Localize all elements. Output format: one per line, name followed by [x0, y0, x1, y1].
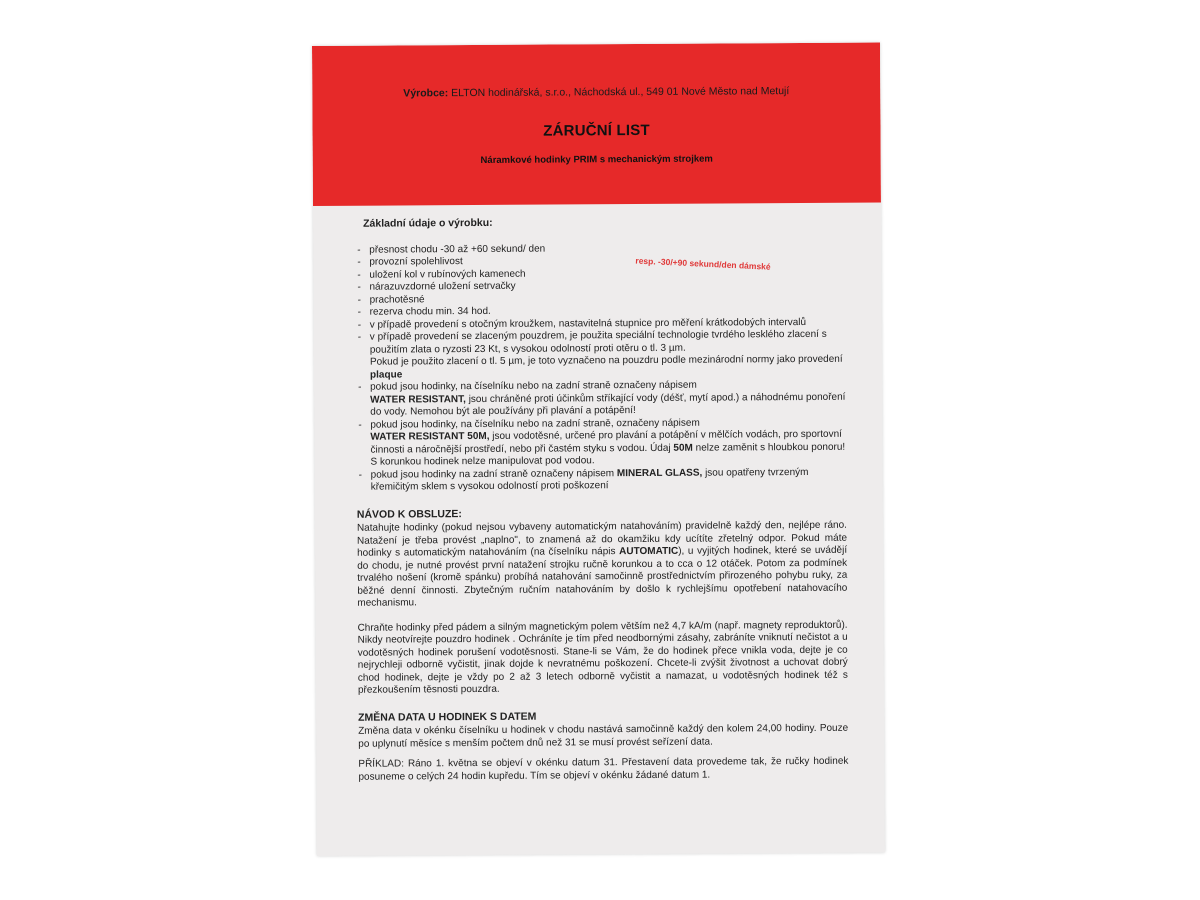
- spec-item-water-resistant-50m: [356, 416, 846, 469]
- basic-data-title: Základní údaje o výrobku:: [363, 216, 493, 230]
- gold-text-a: v případě provedení se zlaceným pouzdrem, je použita speciální technologie tvrdého lesklého zlacení s použitím zlata o ryzosti 23 Kt, s vysokou odolností proti otěru o tl. 3 µm.: [369, 328, 827, 356]
- manual-paragraph-1: [357, 520, 848, 610]
- wr2-50m: 50M: [673, 442, 693, 454]
- warranty-sheet: [312, 43, 885, 856]
- manufacturer-label: Výrobce:: [403, 87, 449, 100]
- wr2-label: WATER RESISTANT 50M,: [370, 430, 490, 443]
- spec-item-water-resistant: [356, 379, 846, 419]
- manual-p1-c: ), u vyjitých hodinek, které se uvádějí do chodu, je nutné provést první natažení strojku ručně korunkou a to cca o 12 otáček. Potom za podmínek trvalého nošení (kromě spánku) probíhá natahování samočinně prostřednictvím přirozeného pohybu ruky, za běžné denní činnosti. Zbytečným ručním natahováním by došlo k rychlejšímu opotřebení natahovacího mechanismu.: [357, 544, 848, 609]
- date-change-title: ZMĚNA DATA U HODINEK S DATEM: [358, 710, 537, 724]
- spec-item: - rezerva chodu min. 34 hod.: [356, 304, 846, 319]
- wr2-text-e: nelze zaměnit s hloubkou ponoru! S korunkou hodinek nelze manipulovat pod vodou.: [370, 441, 846, 468]
- mg-label: MINERAL GLASS,: [616, 467, 703, 479]
- document-subtitle: Náramkové hodinky PRIM s mechanickým strojkem: [480, 153, 713, 166]
- wr1-label: WATER RESISTANT,: [370, 393, 466, 406]
- wr1-text-a: pokud jsou hodinky, na číselníku nebo na zadní straně označeny nápisem: [370, 379, 697, 393]
- manufacturer-text: ELTON hodinářská, s.r.o., Náchodská ul., 549 01 Nové Město nad Metují: [451, 85, 790, 100]
- spec-item: - uložení kol v rubínových kamenech: [355, 266, 845, 281]
- ladies-accuracy-note: resp. -30/+90 sekund/den dámské: [635, 255, 771, 272]
- manual-paragraph-2: Chraňte hodinky před pádem a silným magnetickým polem větším než 4,7 kA/m (např. magnety reproduktorů). Nikdy neotvírejte pouzdro hodinek . Ochráníte je tím před neodbornými zásahy, zabráníte vniknutí nečistot a u vodotěsných hodinek porušení vodotěsnosti. Stane-li se Vám, že do hodinek přece vnikla voda, dejte je co nejrychleji odborně vyčistit, jinak dojde k nevratnému poškození. Chcete-li zvýšit životnost a uchovat dobrý chod hodinek, dejte je vždy po 2 až 3 letech odborně vyčistit a namazat, u vodotěsných hodinek též s přezkoušením těsnosti pouzdra.: [357, 619, 848, 696]
- date-paragraph-2: PŘÍKLAD: Ráno 1. května se objeví v okénku datum 31. Přestavení data provedeme tak, že ručky hodinek posuneme o celých 24 hodin kupředu. Tím se objeví v okénku žádané datum 1.: [358, 755, 849, 783]
- wr2-text-c: jsou vodotěsné, určené pro plavání a potápění v mělčích vodách, pro sportovní činnosti a náročnější prostředí, nebo při častém styku s vodou. Údaj: [370, 428, 842, 456]
- spec-item: - v případě provedení s otočným kroužkem, nastavitelná stupnice pro měření krátkodobých intervalů: [356, 316, 846, 331]
- spec-item: - přesnost chodu -30 až +60 sekund/ den: [355, 241, 845, 256]
- manual-automatic: AUTOMATIC: [619, 545, 679, 558]
- mg-text-a: pokud jsou hodinky na zadní straně označeny nápisem: [370, 467, 615, 481]
- mg-text-c: jsou opatřeny tvrzeným křemičitým sklem s vysokou odolností proti poškození: [370, 466, 809, 493]
- gold-text-b: Pokud je použito zlacení o tl. 5 µm, je toto vyznačeno na pouzdru podle mezinárodní normy jako provedení: [369, 353, 843, 368]
- wr1-text-c: jsou chráněné proti účinkům stříkající vody (déšť, mytí apod.) a náhodnému ponoření do vody. Nemohou být ale používány při plavání a potápění!: [370, 391, 846, 418]
- document-title: ZÁRUČNÍ LIST: [543, 121, 650, 140]
- spec-item-mineral-glass: [357, 466, 847, 494]
- spec-item: - provozní spolehlivost: [355, 254, 845, 269]
- manual-p1-a: Natahujte hodinky (pokud nejsou vybaveny automatickým natahováním) pravidelně každý den, nejlépe ráno. Natažení je třeba provést „naplno", to znamená až do okamžiku kdy ucítíte zřetelný odpor. Pokud máte hodinky s automatickým natahováním (na číselníku nápis: [356, 519, 848, 559]
- document-body: [355, 215, 848, 784]
- manual-title: NÁVOD K OBSLUZE:: [356, 507, 462, 521]
- spec-item: - prachotěsné: [356, 291, 846, 306]
- spec-item-gold: [356, 329, 846, 382]
- spec-item: - nárazuvzdorné uložení setrvačky: [355, 279, 845, 294]
- gold-plaque: plaque: [369, 368, 403, 381]
- date-paragraph-1: Změna data v okénku číselníku u hodinek v chodu nastává samočinně každý den kolem 24,00 hodiny. Pouze po uplynutí měsíce s menším počtem dnů než 31 se musí provést seřízení data.: [358, 722, 849, 750]
- wr2-text-a: pokud jsou hodinky, na číselníku nebo na zadní straně, označeny nápisem: [370, 417, 700, 431]
- spec-list: [355, 241, 847, 494]
